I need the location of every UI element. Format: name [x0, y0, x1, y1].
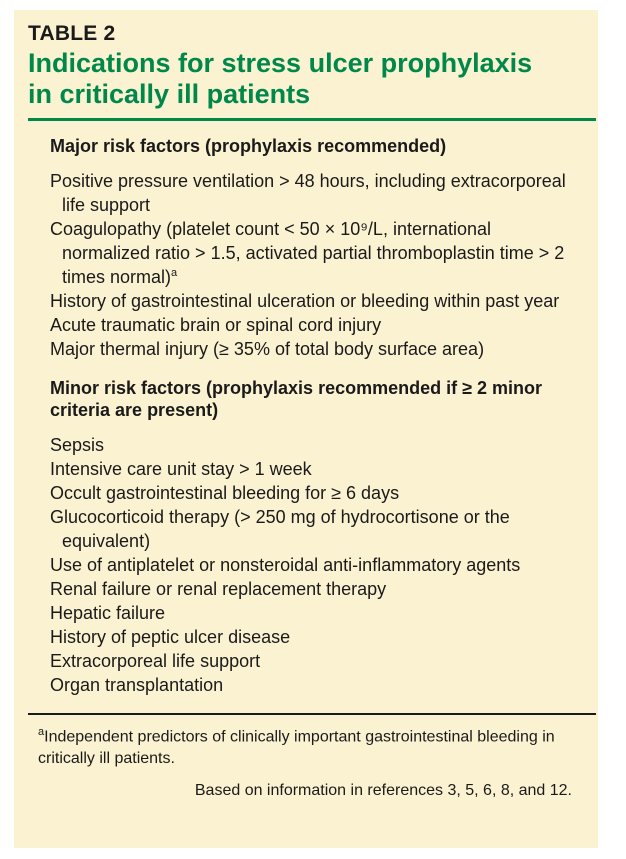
- footnote-marker: a: [38, 726, 45, 738]
- minor-risk-item: Renal failure or renal replacement therapy: [50, 579, 387, 599]
- major-risk-list: [50, 169, 576, 361]
- minor-risk-item: Occult gastrointestinal bleeding for ≥ 6 days: [50, 483, 400, 503]
- footnote-text: Independent predictors of clinically important gastrointestinal bleeding in critically ill patients.: [38, 728, 555, 768]
- minor-risk-item: Extracorporeal life support: [50, 651, 261, 671]
- minor-risk-heading: Minor risk factors (prophylaxis recommended if ≥ 2 minor criteria are present): [50, 378, 542, 420]
- minor-risk-item: Glucocorticoid therapy (> 250 mg of hydrocortisone or the equivalent): [50, 507, 510, 551]
- minor-risk-item: Intensive care unit stay > 1 week: [50, 459, 312, 479]
- minor-risk-item: Hepatic failure: [50, 603, 166, 623]
- major-risk-item: Major thermal injury (≥ 35% of total body surface area): [50, 339, 485, 359]
- table-title: [28, 48, 584, 110]
- minor-risk-item: Organ transplantation: [50, 675, 224, 695]
- table-title-line-2: in critically ill patients: [28, 79, 311, 109]
- major-risk-item: Positive pressure ventilation > 48 hours, including extracorporeal life support: [50, 171, 566, 215]
- table-title-line-1: Indications for stress ulcer prophylaxis: [28, 48, 533, 78]
- table-panel: [14, 10, 598, 848]
- major-risk-item: Coagulopathy (platelet count < 50 × 10⁹/L, international normalized ratio > 1.5, activated partial thromboplastin time > 2 times normal)$^a$: [50, 219, 565, 287]
- table-label: TABLE 2: [28, 22, 116, 45]
- major-risk-heading: Major risk factors (prophylaxis recommended): [50, 136, 447, 156]
- minor-risk-item: History of peptic ulcer disease: [50, 627, 291, 647]
- minor-risk-list: [50, 433, 576, 697]
- footnote-marker: a: [171, 267, 178, 279]
- major-risk-item: History of gastrointestinal ulceration or bleeding within past year: [50, 291, 560, 311]
- title-divider: [28, 118, 596, 121]
- minor-risk-item: Sepsis: [50, 435, 105, 455]
- footnote: [28, 721, 584, 770]
- table-content: [28, 135, 584, 697]
- minor-risk-item: Use of antiplatelet or nonsteroidal anti-inflammatory agents: [50, 555, 521, 575]
- footnote-divider: [28, 713, 596, 715]
- major-risk-item: Acute traumatic brain or spinal cord injury: [50, 315, 382, 335]
- source-note: Based on information in references 3, 5, 6, 8, and 12.: [194, 782, 572, 800]
